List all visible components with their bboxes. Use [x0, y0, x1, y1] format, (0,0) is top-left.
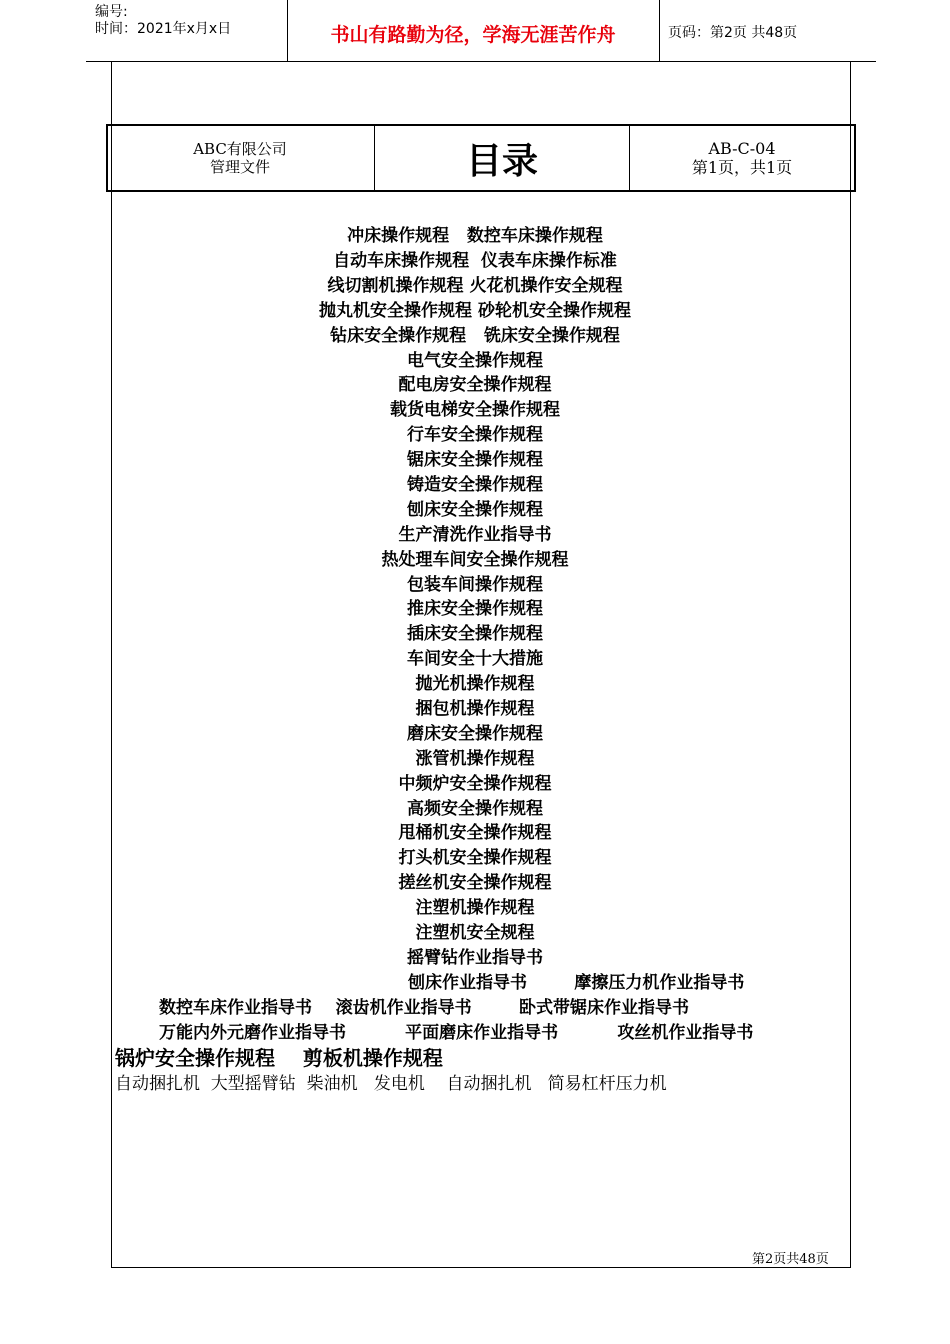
toc-item: 捆包机操作规程 — [415, 699, 535, 719]
toc-item: 搓丝机安全操作规程 — [398, 873, 552, 893]
code-cell — [629, 125, 855, 191]
time-label: 时间：2021年x月x日 — [95, 21, 232, 37]
header-divider — [659, 0, 660, 62]
toc-item: 抛丸机安全操作规程 砂轮机安全操作规程 — [319, 301, 631, 321]
header-rule — [86, 61, 876, 62]
toc-item: 自动车床操作规程 仪表车床操作标准 — [333, 251, 617, 271]
toc-item: 冲床操作规程 数控车床操作规程 — [347, 226, 603, 246]
toc-item: 注塑机安全规程 — [415, 923, 535, 943]
toc-line: 万能内外元磨作业指导书 平面磨床作业指导书 攻丝机作业指导书 — [159, 1023, 754, 1043]
toc-line: 自动捆扎机 大型摇臂钻 柴油机 发电机 自动捆扎机 简易杠杆压力机 — [115, 1074, 667, 1094]
toc-item: 推床安全操作规程 — [407, 599, 543, 619]
toc-item: 刨床安全操作规程 — [407, 500, 543, 520]
header-divider — [287, 0, 288, 62]
toc-item: 载货电梯安全操作规程 — [390, 400, 560, 420]
toc-item: 抛光机操作规程 — [415, 674, 535, 694]
toc-item: 注塑机操作规程 — [415, 898, 535, 918]
toc-line: 锅炉安全操作规程 剪板机操作规程 — [115, 1046, 443, 1070]
toc-item: 打头机安全操作规程 — [398, 848, 552, 868]
toc-item: 电气安全操作规程 — [407, 351, 543, 371]
toc-item: 中频炉安全操作规程 — [398, 774, 552, 794]
header-motto: 书山有路勤为径，学海无涯苦作舟 — [330, 24, 616, 46]
doc-type: 管理文件 — [209, 158, 270, 176]
toc-line: 刨床作业指导书 摩擦压力机作业指导书 — [408, 973, 745, 993]
toc-item: 高频安全操作规程 — [407, 799, 543, 819]
company-name: ABC有限公司 — [193, 140, 287, 158]
header-meta — [95, 4, 231, 38]
toc-item: 行车安全操作规程 — [407, 425, 543, 445]
doc-code: AB-C-04 — [708, 139, 776, 158]
toc-item: 插床安全操作规程 — [407, 624, 543, 644]
toc-item: 车间安全十大措施 — [407, 649, 543, 669]
toc-item: 涨管机操作规程 — [415, 749, 535, 769]
company-cell — [107, 125, 373, 191]
page-frame-bottom — [111, 1267, 851, 1268]
title-cell — [374, 125, 630, 191]
header-page-info: 页码：第2页 共48页 — [668, 25, 798, 41]
document-header-table — [106, 124, 856, 192]
toc-item: 线切割机操作规程 火花机操作安全规程 — [327, 276, 623, 296]
toc-item: 钻床安全操作规程 铣床安全操作规程 — [330, 326, 620, 346]
toc-item: 生产清洗作业指导书 — [398, 525, 552, 545]
toc-line: 数控车床作业指导书 滚齿机作业指导书 卧式带锯床作业指导书 — [159, 998, 690, 1018]
toc-item: 摇臂钻作业指导书 — [407, 948, 543, 968]
toc-item: 甩桶机安全操作规程 — [398, 823, 552, 843]
toc-item: 包装车间操作规程 — [407, 575, 543, 595]
doc-page: 第1页，共1页 — [691, 158, 793, 177]
page-title: 目录 — [465, 139, 538, 182]
toc-item: 配电房安全操作规程 — [398, 375, 552, 395]
footer-page-info: 第2页共48页 — [752, 1252, 829, 1267]
number-label: 编号: — [95, 4, 128, 20]
toc-item: 磨床安全操作规程 — [407, 724, 543, 744]
toc-item: 铸造安全操作规程 — [407, 475, 543, 495]
toc-item: 锯床安全操作规程 — [407, 450, 543, 470]
toc-item: 热处理车间安全操作规程 — [381, 550, 569, 570]
